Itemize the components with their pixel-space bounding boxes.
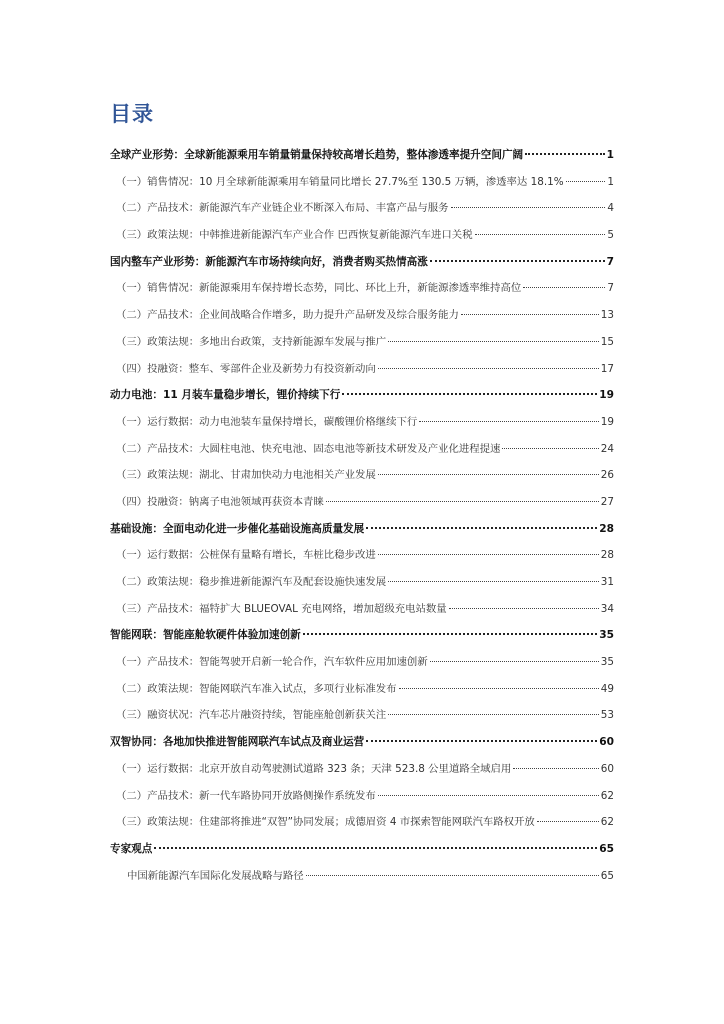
toc-page-number: 65 <box>599 842 614 855</box>
dot-leader <box>461 314 599 315</box>
dot-leader <box>430 661 599 662</box>
toc-subsection-entry[interactable] <box>110 409 614 436</box>
toc-page-number: 49 <box>600 682 614 695</box>
toc-page-number: 60 <box>599 736 614 749</box>
dot-leader <box>154 847 597 849</box>
toc-page-number: 28 <box>600 549 614 562</box>
toc-entry-text: 国内整车产业形势：新能源汽车市场持续向好，消费者购买热情高涨 <box>110 255 428 268</box>
toc-section-entry[interactable] <box>110 622 614 649</box>
toc-entry-text: （三）政策法规：中韩推进新能源汽车产业合作 巴西恢复新能源汽车进口关税 <box>116 229 473 242</box>
toc-entry-text: （一）销售情况：新能源乘用车保持增长态势，同比、环比上升，新能源渗透率维持高位 <box>116 282 522 295</box>
toc-page-number: 62 <box>600 816 614 829</box>
toc-subsection-entry[interactable] <box>110 436 614 463</box>
toc-entry-text: （一）运行数据：动力电池装车量保持增长，碳酸锂价格继续下行 <box>116 415 418 428</box>
dot-leader <box>537 821 599 822</box>
dot-leader <box>449 608 599 609</box>
toc-page-number: 15 <box>600 335 614 348</box>
toc-entry-text: （二）产品技术：新一代车路协同开放路侧操作系统发布 <box>116 789 376 802</box>
toc-entry-text: （二）政策法规：智能网联汽车准入试点，多项行业标准发布 <box>116 682 397 695</box>
dot-leader <box>378 474 599 475</box>
dot-leader <box>378 795 599 796</box>
toc-subsection-entry[interactable] <box>110 275 614 302</box>
toc-entry-text: 智能网联：智能座舱软硬件体验加速创新 <box>110 629 301 642</box>
toc-entry-text: 动力电池：11 月装车量稳步增长，锂价持续下行 <box>110 389 341 402</box>
toc-entry-text: （一）产品技术：智能驾驶开启新一轮合作，汽车软件应用加速创新 <box>116 656 428 669</box>
toc-entry-text: （一）销售情况：10 月全球新能源乘用车销量同比增长 27.7%至 130.5 万辆，渗透率达 18.1% <box>116 175 564 188</box>
toc-page-number: 17 <box>600 362 614 375</box>
toc-page-number: 7 <box>606 255 614 268</box>
dot-leader <box>430 260 605 262</box>
toc-subsection-entry[interactable] <box>110 783 614 810</box>
dot-leader <box>451 207 606 208</box>
toc-page-number: 5 <box>607 229 614 242</box>
toc-entry-text: 专家观点 <box>110 842 153 855</box>
toc-page-number: 35 <box>600 656 614 669</box>
dot-leader <box>399 688 599 689</box>
dot-leader <box>388 714 599 715</box>
toc-entry-text: （三）政策法规：湖北、甘肃加快动力电池相关产业发展 <box>116 469 376 482</box>
toc-page-number: 26 <box>600 469 614 482</box>
toc-entry-text: （二）产品技术：大圆柱电池、快充电池、固态电池等新技术研发及产业化进程提速 <box>116 442 501 455</box>
toc-section-entry[interactable] <box>110 836 614 863</box>
toc-subsection-entry[interactable] <box>110 329 614 356</box>
dot-leader <box>306 875 599 876</box>
toc-subsection-entry[interactable] <box>110 596 614 623</box>
toc-entry-text: （三）融资状况：汽车芯片融资持续，智能座舱创新获关注 <box>116 709 387 722</box>
dot-leader <box>378 554 599 555</box>
toc-subsection-entry[interactable] <box>110 676 614 703</box>
toc-subsection-entry[interactable] <box>110 222 614 249</box>
toc-entry-text: 基础设施：全面电动化进一步催化基础设施高质量发展 <box>110 522 365 535</box>
table-of-contents <box>110 142 614 889</box>
dot-leader <box>388 341 599 342</box>
dot-leader <box>366 527 597 529</box>
toc-subsection-entry[interactable] <box>110 756 614 783</box>
dot-leader <box>303 633 598 635</box>
toc-page-number: 19 <box>599 389 614 402</box>
toc-page-number: 60 <box>600 762 614 775</box>
toc-section-entry[interactable] <box>110 382 614 409</box>
toc-page-number: 62 <box>600 789 614 802</box>
dot-leader <box>419 421 598 422</box>
toc-subsection-entry[interactable] <box>110 356 614 383</box>
toc-subsection-entry[interactable] <box>110 302 614 329</box>
toc-section-entry[interactable] <box>110 142 614 169</box>
toc-subsection-entry[interactable] <box>110 863 614 890</box>
dot-leader <box>566 181 606 182</box>
dot-leader <box>326 501 599 502</box>
toc-entry-text: （四）投融资：整车、零部件企业及新势力有投资新动向 <box>116 362 376 375</box>
toc-page-number: 65 <box>600 869 614 882</box>
toc-page-number: 4 <box>607 202 614 215</box>
toc-section-entry[interactable] <box>110 729 614 756</box>
toc-entry-text: （一）运行数据：北京开放自动驾驶测试道路 323 条；天津 523.8 公里道路全域启用 <box>116 762 512 775</box>
toc-section-entry[interactable] <box>110 516 614 543</box>
toc-entry-text: （二）产品技术：企业间战略合作增多，助力提升产品研发及综合服务能力 <box>116 309 459 322</box>
toc-subsection-entry[interactable] <box>110 702 614 729</box>
dot-leader <box>378 368 599 369</box>
dot-leader <box>525 153 604 155</box>
toc-page-number: 31 <box>600 576 614 588</box>
toc-entry-text: （三）产品技术：福特扩大 BLUEOVAL 充电网络，增加超级充电站数量 <box>116 602 447 615</box>
toc-page-number: 19 <box>600 415 614 428</box>
toc-page-number: 28 <box>599 522 614 535</box>
toc-entry-text: （二）产品技术：新能源汽车产业链企业不断深入布局、丰富产品与服务 <box>116 202 449 215</box>
toc-subsection-entry[interactable] <box>110 195 614 222</box>
toc-entry-text: （三）政策法规：多地出台政策，支持新能源车发展与推广 <box>116 335 387 348</box>
toc-subsection-entry[interactable] <box>110 809 614 836</box>
dot-leader <box>475 234 606 235</box>
toc-page-number: 34 <box>600 602 614 615</box>
toc-entry-text: （三）政策法规：住建部将推进“双智”协同发展；成德眉资 4 市探索智能网联汽车路权开放 <box>116 816 535 829</box>
toc-entry-text: （二）政策法规：稳步推进新能源汽车及配套设施快速发展 <box>116 576 387 588</box>
toc-page-number: 13 <box>600 309 614 322</box>
toc-page-number: 27 <box>600 495 614 508</box>
page-title: 目录 <box>110 102 154 126</box>
toc-subsection-entry[interactable] <box>110 169 614 196</box>
toc-subsection-entry[interactable] <box>110 489 614 516</box>
dot-leader <box>502 448 598 449</box>
toc-entry-text: 双智协同：各地加快推进智能网联汽车试点及商业运营 <box>110 736 365 749</box>
toc-subsection-entry[interactable] <box>110 569 614 596</box>
toc-entry-text: 中国新能源汽车国际化发展战略与路径 <box>127 869 304 882</box>
toc-subsection-entry[interactable] <box>110 649 614 676</box>
toc-entry-text: 全球产业形势：全球新能源乘用车销量销量保持较高增长趋势，整体渗透率提升空间广阔 <box>110 149 524 161</box>
toc-page-number: 1 <box>606 149 614 161</box>
toc-subsection-entry[interactable] <box>110 462 614 489</box>
toc-entry-text: （四）投融资：钠离子电池领域再获资本青睐 <box>116 495 324 508</box>
toc-page-number: 1 <box>607 175 614 188</box>
toc-page-number: 24 <box>600 442 614 455</box>
dot-leader <box>366 740 597 742</box>
dot-leader <box>342 393 597 395</box>
toc-section-entry[interactable] <box>110 249 614 276</box>
toc-page-number: 7 <box>607 282 614 295</box>
toc-entry-text: （一）运行数据：公桩保有量略有增长，车桩比稳步改进 <box>116 549 376 562</box>
dot-leader <box>523 287 605 288</box>
dot-leader <box>513 768 598 769</box>
toc-subsection-entry[interactable] <box>110 542 614 569</box>
toc-page-number: 53 <box>600 709 614 722</box>
toc-page-number: 35 <box>599 629 614 642</box>
dot-leader <box>388 581 599 582</box>
